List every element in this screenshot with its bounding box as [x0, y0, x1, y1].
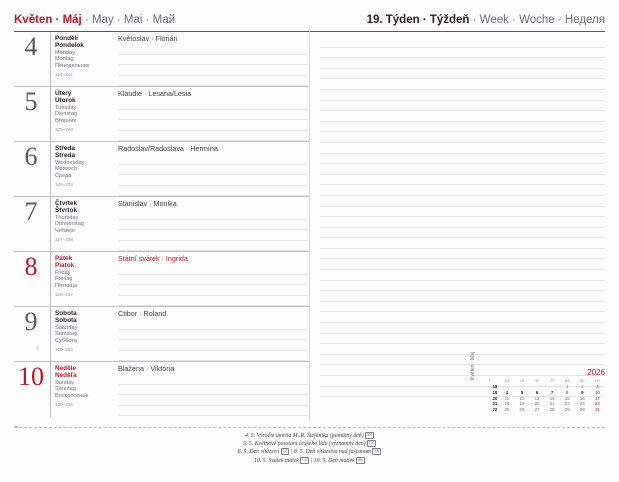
mini-day[interactable]: 11: [504, 395, 510, 401]
day-name-de: Samstag: [55, 331, 78, 338]
day-number: 7: [24, 197, 38, 226]
day-count: 125–240: [55, 126, 73, 132]
day-names: [55, 90, 113, 133]
day-name-en: Wednesday: [55, 159, 85, 166]
country-flag-cz: CZ: [302, 457, 308, 462]
day-count: 126–239: [55, 181, 73, 187]
day-names: [55, 365, 113, 408]
mini-day[interactable]: 28: [549, 407, 555, 413]
day-name-de: Montag: [55, 56, 74, 63]
country-flag-cz: CZ: [282, 449, 288, 454]
country-flag-sk: SK: [374, 449, 380, 454]
mini-header-fri: pá: [564, 378, 570, 384]
month-title-primary: Květen · Máj: [14, 14, 82, 26]
mini-header-tue: út: [520, 378, 524, 384]
writing-lines[interactable]: [118, 154, 307, 194]
holiday-notes: [14, 432, 605, 465]
mini-header-thu: čt: [550, 378, 554, 384]
notes-area[interactable]: [320, 37, 605, 397]
mini-day[interactable]: 20: [534, 401, 540, 407]
mini-day[interactable]: 26: [519, 407, 525, 413]
mini-day[interactable]: 5: [520, 389, 524, 395]
day-row[interactable]: [14, 87, 309, 142]
nameday-label: Květoslav · Florián: [118, 34, 178, 43]
day-name-ru: Воскресенье: [55, 393, 89, 399]
day-divider: [50, 87, 51, 141]
day-divider: [50, 307, 51, 361]
writing-lines[interactable]: [118, 209, 307, 249]
mini-day[interactable]: 24: [594, 401, 600, 407]
mini-day[interactable]: 30: [579, 407, 585, 413]
mini-day[interactable]: 27: [534, 407, 540, 413]
mini-day[interactable]: 12: [519, 395, 525, 401]
mini-day[interactable]: 7: [550, 389, 554, 395]
day-divider: [50, 197, 51, 251]
mini-day[interactable]: 31: [594, 407, 600, 413]
mini-week-number: 20: [492, 395, 498, 401]
day-number: 10: [18, 362, 44, 391]
day-number: 9: [24, 307, 38, 336]
day-count: 128–237: [55, 291, 73, 297]
holiday-note-text: 8. 5. Den vítězství: [237, 449, 280, 456]
day-name-sk: Pondelok: [55, 42, 84, 50]
mini-header-sat: so: [580, 378, 585, 384]
day-count: 129–236: [55, 346, 73, 352]
holiday-note-line: [14, 448, 605, 456]
day-names: [55, 310, 113, 353]
day-divider: [50, 362, 51, 417]
nameday-label: Stanislav · Monika: [118, 199, 177, 208]
day-name-cs: Pondělí: [55, 35, 79, 42]
scissors-icon: ✂: [14, 425, 20, 431]
mini-calendar-month-label: Květen · Máj: [470, 351, 476, 380]
mini-week-number: 22: [492, 407, 498, 413]
day-name-cs: Středa: [55, 145, 75, 152]
holiday-note-text: 5. 5. Květnové povstání českého lidu (významný den): [243, 441, 366, 448]
day-name-cs: Sobota: [55, 310, 77, 317]
mini-calendar-year: 2026: [587, 368, 605, 377]
mini-week-number: 19: [492, 389, 498, 395]
mini-week-number: 21: [492, 401, 498, 407]
week-title-secondary: · Week · Woche · Неделя: [469, 14, 605, 26]
mini-day[interactable]: 16: [579, 395, 585, 401]
mini-header-mon: po: [504, 378, 510, 384]
day-name-en: Sunday: [55, 379, 74, 386]
day-name-en: Saturday: [55, 324, 78, 331]
tear-off-line: [14, 427, 605, 428]
mini-day[interactable]: 2: [581, 383, 584, 389]
mini-day[interactable]: 4: [505, 389, 509, 395]
day-count: 130–235: [55, 401, 73, 407]
day-name-cs: Pátek: [55, 255, 73, 262]
mini-day[interactable]: 6: [535, 389, 539, 395]
writing-lines[interactable]: [118, 44, 307, 84]
day-divider: [50, 32, 51, 86]
day-list: [14, 32, 309, 417]
country-flag-sk: SK: [367, 433, 372, 437]
day-name-ru: Пятница: [55, 283, 78, 289]
day-divider: [50, 252, 51, 306]
day-name-en: Tuesday: [55, 104, 77, 111]
day-name-ru: Вторник: [55, 118, 76, 124]
mini-day[interactable]: 14: [549, 395, 555, 401]
day-name-sk: Streda: [55, 152, 75, 160]
day-name-sk: Utorok: [55, 97, 76, 105]
page-spine: [309, 31, 310, 421]
mini-day[interactable]: 15: [564, 395, 570, 401]
holiday-note-line: [14, 432, 605, 440]
holiday-note-text: 10. 5. Svátek matek: [253, 457, 299, 464]
day-name-de: Dienstag: [55, 111, 78, 118]
holiday-note-text-2: | 8. 5. Deň víťazstva nad fašizmom: [290, 449, 371, 456]
holiday-note-text: 4. 5. Výročie úmrtia M. R. Štefánika (pamätný deň): [245, 433, 364, 439]
day-name-sk: Neděľa: [55, 372, 77, 380]
day-name-en: Thursday: [55, 214, 79, 221]
nameday-label: Radoslav/Radoslava · Hermína: [118, 144, 218, 153]
mini-day[interactable]: 17: [594, 395, 600, 401]
month-title-secondary: · May · Mai · Май: [81, 14, 176, 26]
moon-phase-icon: ☾: [36, 346, 42, 352]
day-row[interactable]: [14, 32, 309, 87]
day-name-de: Mittwoch: [55, 166, 78, 173]
day-name-cs: Čtvrtek: [55, 200, 78, 207]
mini-day[interactable]: 19: [519, 401, 525, 407]
day-names: [55, 200, 113, 243]
day-row[interactable]: [14, 252, 309, 307]
day-name-sk: Sobota: [55, 317, 77, 325]
day-row[interactable]: [14, 307, 309, 362]
mini-header-week: t: [489, 378, 491, 384]
mini-calendar: [470, 351, 605, 413]
day-names: [55, 145, 113, 188]
day-name-sk: Štvrtok: [55, 207, 78, 215]
mini-calendar-row: [480, 407, 605, 413]
day-number: 5: [24, 87, 38, 116]
writing-lines[interactable]: [118, 264, 307, 304]
day-name-cs: Neděle: [55, 365, 76, 372]
day-name-sk: Piatok: [55, 262, 75, 270]
day-names: [55, 255, 113, 298]
holiday-note-text-2: | 10. 5. Deň matiek: [310, 457, 355, 464]
mini-day[interactable]: 29: [564, 407, 570, 413]
mini-day[interactable]: 9: [581, 389, 584, 395]
country-flag-sk: SK: [358, 457, 364, 462]
day-name-ru: Суббота: [55, 338, 77, 344]
day-count: 127–238: [55, 236, 73, 242]
day-names: [55, 35, 113, 78]
mini-day[interactable]: 10: [594, 389, 600, 395]
day-number: 4: [24, 32, 38, 61]
day-name-ru: Четверг: [55, 228, 76, 234]
day-count: 124–241: [55, 71, 73, 77]
day-name-cs: Úterý: [55, 90, 72, 97]
mini-day[interactable]: 3: [596, 383, 599, 389]
nameday-label: Blažena · Viktória: [118, 364, 175, 373]
day-number: 6: [24, 142, 38, 171]
holiday-note-line: [14, 457, 605, 465]
mini-day[interactable]: 23: [579, 401, 585, 407]
mini-header-wed: st: [535, 378, 539, 384]
day-name-de: Freitag: [55, 276, 73, 283]
day-divider: [50, 142, 51, 196]
writing-lines[interactable]: [118, 319, 307, 359]
nameday-label: Státní svátek · Ingrida: [118, 254, 188, 263]
day-number: 8: [24, 252, 38, 281]
mini-week-number: 18: [492, 383, 498, 389]
day-row[interactable]: [14, 362, 309, 417]
mini-day[interactable]: 13: [534, 395, 540, 401]
day-name-de: Sonntag: [55, 386, 76, 393]
day-row[interactable]: [14, 142, 309, 197]
day-name-ru: Среда: [55, 173, 72, 179]
day-name-ru: Понедельник: [55, 63, 90, 69]
week-title-primary: 19. Týden · Týždeň: [366, 14, 470, 26]
mini-day[interactable]: 21: [549, 401, 555, 407]
writing-lines[interactable]: [118, 374, 307, 415]
country-flag-cz: CZ: [369, 441, 374, 446]
mini-day[interactable]: 18: [504, 401, 510, 407]
day-name-en: Friday: [55, 269, 71, 276]
day-name-en: Monday: [55, 49, 75, 56]
day-name-de: Donnerstag: [55, 221, 84, 228]
mini-header-sun: ne: [595, 378, 600, 384]
mini-calendar-table: [480, 378, 605, 413]
nameday-label: Klaudie · Lesana/Lesia: [118, 89, 192, 98]
mini-day[interactable]: 1: [565, 383, 569, 389]
mini-day[interactable]: 25: [504, 407, 510, 413]
month-title: [14, 14, 175, 26]
mini-day[interactable]: 8: [565, 389, 569, 395]
writing-lines[interactable]: [118, 99, 307, 139]
mini-day[interactable]: 22: [564, 401, 570, 407]
week-title: [367, 14, 605, 26]
holiday-note-line: [14, 440, 605, 448]
day-row[interactable]: [14, 197, 309, 252]
nameday-label: Ctibor · Roland: [118, 309, 167, 318]
